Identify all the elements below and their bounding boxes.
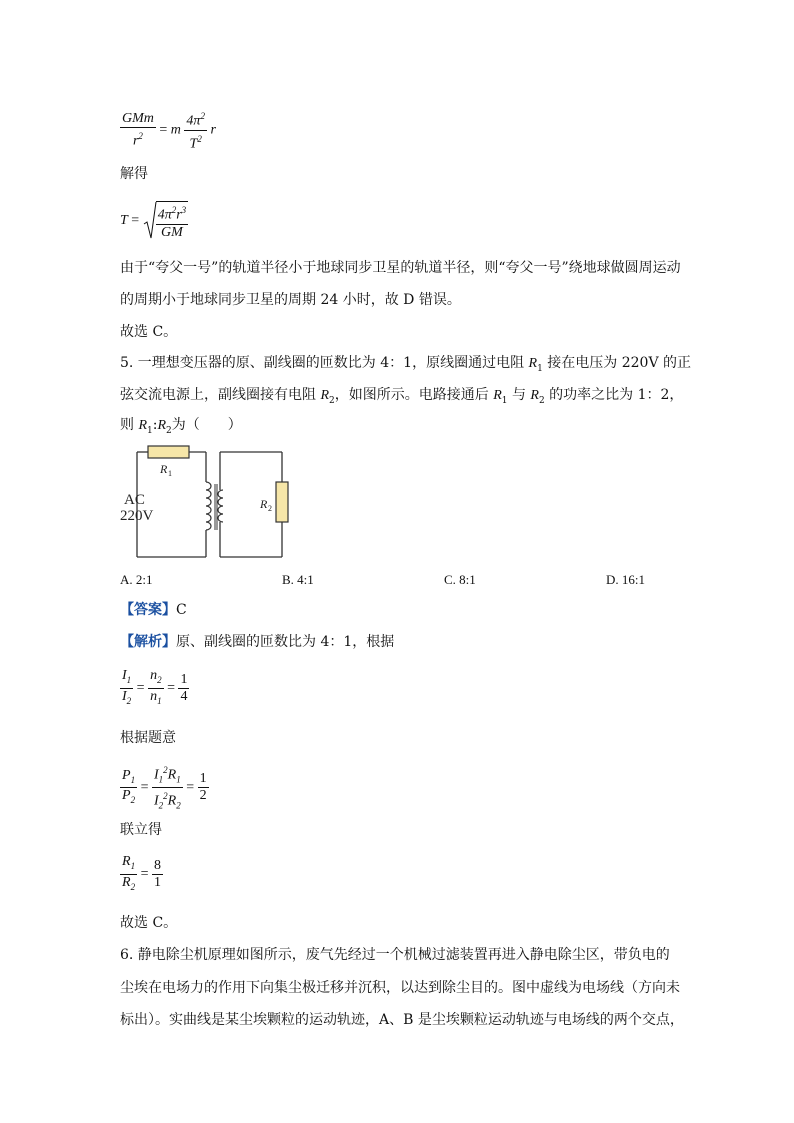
label-ac: AC — [124, 492, 145, 508]
option-c: C. 8:1 — [444, 572, 476, 587]
q6-line2: 尘埃在电场力的作用下向集尘极迁移并沉积，以达到除尘目的。图中虚线为电场线（方向未 — [120, 980, 680, 996]
secondary-coil — [218, 490, 223, 522]
para1-line1: 由于“夸父一号”的轨道半径小于地球同步卫星的轨道半径，则“夸父一号”绕地球做圆周运动 — [120, 260, 681, 276]
option-d: D. 16:1 — [606, 572, 645, 587]
equation-gravity: $\frac{\text{GMm}}{r^2}$ = m $\frac{4\pi^2}{T^2}$ r — [120, 108, 216, 152]
svg-text:2: 2 — [268, 504, 272, 513]
q6-line3: 标出）。实曲线是某尘埃颗粒的运动轨迹，A、B 是尘埃颗粒运动轨迹与电场线的两个交点， — [120, 1012, 684, 1028]
label-220v: 220V — [120, 508, 154, 524]
resistor-r1 — [148, 446, 189, 458]
svg-text:1: 1 — [168, 469, 172, 478]
para1-line2: 的周期小于地球同步卫星的周期 24 小时，故 D 错误。 — [120, 292, 461, 308]
equation-current-ratio: $\frac{I_1}{I_2}$ = $\frac{n_2}{n_1}$ = $\frac{1}{4}$ — [122, 668, 188, 706]
explanation-line: 【解析】原、副线圈的匝数比为 4：1，根据 — [120, 634, 395, 650]
option-b: B. 4:1 — [282, 572, 314, 587]
q5-line3: 则 $R_1:R_2$为（ ） — [120, 417, 242, 436]
explanation-tag: 【解析】 — [120, 634, 176, 650]
resistor-r2 — [276, 482, 288, 522]
guxuan-1: 故选 C。 — [120, 324, 178, 340]
label-r1: R — [160, 462, 168, 476]
q5-line1: 5. 一理想变压器的原、副线圈的匝数比为 4：1，原线圈通过电阻 $R_1$ 接在电压为 220V 的正 — [120, 355, 692, 374]
label-r2: R — [260, 497, 268, 511]
label-lianli: 联立得 — [120, 822, 162, 838]
q5-line2: 弦交流电源上，副线圈接有电阻 $R_2$，如图所示。电路接通后 $R_1$ 与 $R_2$ 的功率之比为 1：2， — [120, 387, 684, 406]
transformer-circuit-diagram — [118, 440, 318, 565]
label-genju: 根据题意 — [120, 730, 176, 746]
option-a: A. 2:1 — [120, 572, 153, 587]
sqrt-sign-icon — [143, 200, 157, 242]
equation-resistance-ratio: $\frac{R_1}{R_2}$ = $\frac{8}{1}$ — [122, 854, 161, 892]
equation-period: T = $\frac{4\pi^2r^3}{GM}$ — [120, 200, 188, 242]
answer-tag: 【答案】 — [120, 602, 176, 618]
answer-line: 【答案】C — [120, 602, 187, 618]
label-jiede: 解得 — [120, 166, 148, 182]
q6-line1: 6. 静电除尘机原理如图所示，废气先经过一个机械过滤装置再进入静电除尘区，带负电的 — [120, 947, 670, 963]
primary-coil — [206, 482, 211, 530]
guxuan-2: 故选 C。 — [120, 915, 178, 931]
equation-power-ratio: $\frac{P_1}{P_2}$ = $\frac{I_1^2R_1}{I_2^2R_2}$ = $\frac{1}{2}$ — [120, 762, 209, 814]
